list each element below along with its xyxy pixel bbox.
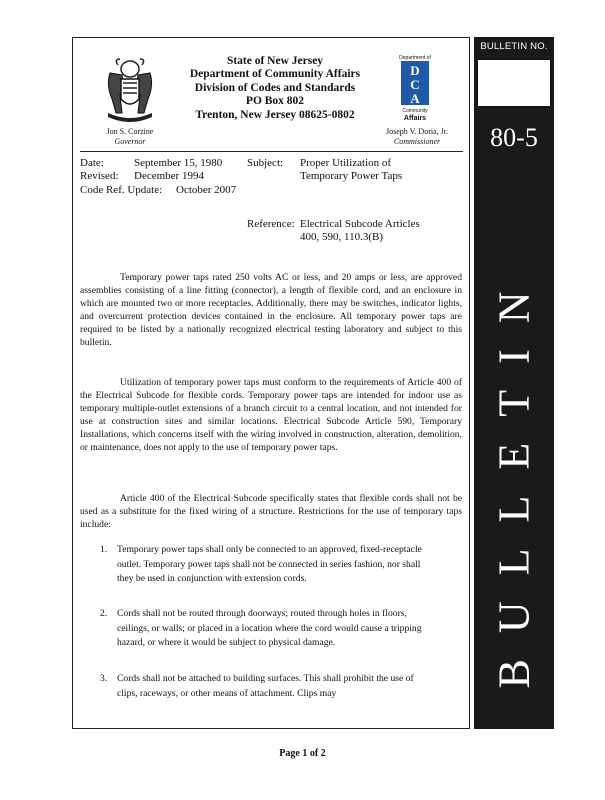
- header-divider: [80, 151, 463, 152]
- list-item-text: Temporary power taps shall only be connected to an approved, fixed-receptacle outlet. Temporary power taps shall not be connected in series fashion, nor shall they be used in conjunction with extension cords.: [117, 544, 422, 584]
- bulletin-number-box: [477, 59, 551, 107]
- svg-text:C: C: [410, 77, 420, 92]
- list-item: [100, 672, 430, 701]
- revised-label: Revised:: [80, 170, 119, 182]
- bulletin-number: 80-5: [490, 123, 538, 152]
- date-value: September 15, 1980: [134, 157, 223, 169]
- subject-line-1: Proper Utilization of: [300, 157, 392, 169]
- state-name: State of New Jersey: [226, 55, 324, 67]
- svg-text:D: D: [410, 63, 420, 78]
- paragraph-3: [80, 492, 462, 531]
- reference-line-1: Electrical Subcode Articles: [300, 218, 420, 230]
- paragraph-3-text: Article 400 of the Electrical Subcode specifically states that flexible cords shall not be used as a substitute for the fixed wiring of a structure. Restrictions for the use of temporary taps include:: [80, 493, 462, 530]
- subject-label: Subject:: [247, 157, 284, 169]
- governor-name: Jon S. Corzine: [106, 127, 154, 136]
- division-name: Division of Codes and Standards: [194, 81, 356, 94]
- commissioner-name: Joseph V. Doria, Jr.: [386, 127, 448, 136]
- list-item-text: Cords shall not be attached to building surfaces. This shall prohibit the use of clips, raceways, or other means of attachment. Clips may: [117, 673, 414, 699]
- svg-text:A: A: [410, 91, 420, 106]
- list-item-number: 2.: [100, 608, 108, 619]
- paragraph-2-text: Utilization of temporary power taps must conform to the requirements of Article 400 of the Electrical Subcode for flexible cords. Temporary power taps are intended for indoor use as temporary multiple-outlet extensions of a branch circuit to a central location, and not intended for use at construction sites and similar locations. Electrical Subcode Article 590, Temporary Installations, which concerns itself with the wiring involved in construction, alteration, demolition, or maintenance, does not apply to the use of temporary power taps.: [80, 377, 462, 453]
- date-label: Date:: [80, 157, 104, 169]
- paragraph-2: [80, 376, 462, 454]
- department-name: Department of Community Affairs: [189, 68, 361, 81]
- dca-logo-bottom-text: Community: [402, 108, 428, 114]
- paragraph-1: [80, 271, 462, 349]
- reference-label: Reference:: [247, 218, 295, 230]
- governor-block: [80, 127, 180, 147]
- coderef-label: Code Ref. Update:: [80, 184, 163, 196]
- list-item: [100, 607, 430, 651]
- letterhead: [185, 55, 365, 122]
- commissioner-title: Commissioner: [393, 137, 441, 146]
- bulletin-number-label: BULLETIN NO.: [480, 41, 548, 52]
- dca-logo-icon: [398, 52, 432, 122]
- coderef-value: October 2007: [176, 184, 237, 196]
- list-item-number: 3.: [100, 673, 108, 684]
- dca-logo-top-text: Department of: [399, 55, 431, 61]
- list-item-text: Cords shall not be routed through doorways; routed through holes in floors, ceilings, or walls; or placed in a location where the cord would cause a tripping hazard, or where it would be subject to physical damage.: [117, 608, 422, 648]
- commissioner-block: [367, 127, 467, 147]
- dca-logo-bottom2-text: Affairs: [403, 115, 427, 122]
- bulletin-sidebar: [474, 37, 554, 729]
- page-number: Page 1 of 2: [279, 748, 326, 759]
- revised-value: December 1994: [134, 170, 204, 182]
- po-box: PO Box 802: [245, 95, 305, 108]
- list-item: [100, 543, 430, 587]
- subject-line-2: Temporary Power Taps: [300, 170, 403, 182]
- reference-line-2: 400, 590, 110.3(B): [300, 231, 384, 243]
- governor-title: Governor: [114, 137, 146, 146]
- bulletin-vertical-title: BULLETIN: [489, 265, 539, 689]
- list-item-number: 1.: [100, 544, 108, 555]
- address: Trenton, New Jersey 08625-0802: [195, 108, 355, 121]
- state-seal-icon: [104, 55, 156, 123]
- paragraph-1-text: Temporary power taps rated 250 volts AC or less, and 20 amps or less, are approved assemblies consisting of a line fitting (connector), a length of flexible cord, and an enclosure in which are mounted two or more receptacles. Additionally, there may be switches, indicator lights, and overcurrent protection devices contained in the enclosure. All temporary power taps are required to be listed by a nationally recognized electrical testing laboratory and subject to this bulletin.: [80, 272, 462, 348]
